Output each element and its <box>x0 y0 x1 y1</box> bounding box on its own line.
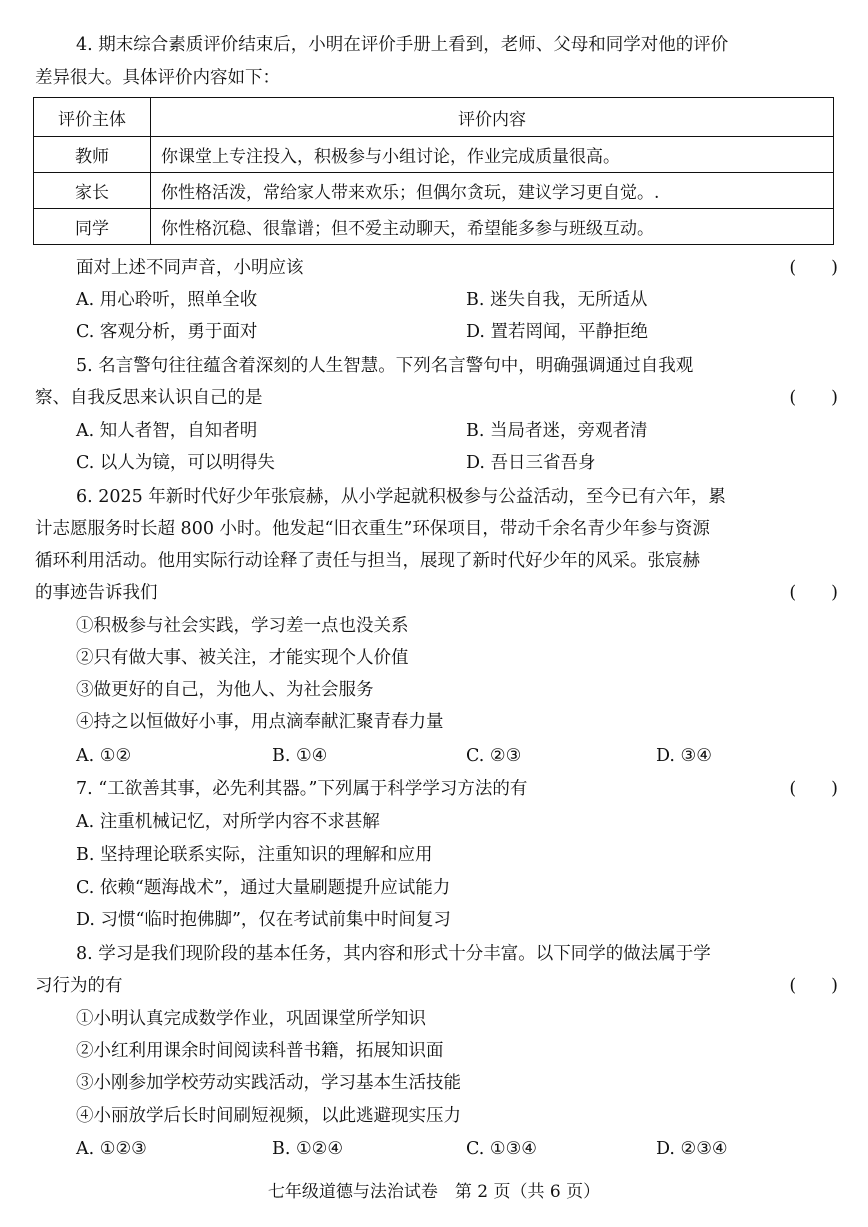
q5-option-a: A. 知人者智，自知者明 <box>76 421 258 441</box>
q4-option-d: D. 置若罔闻，平静拒绝 <box>466 322 649 342</box>
q6-stem-line4: 的事迹告诉我们 <box>35 583 158 603</box>
q6-stem-line3: 循环利用活动。他用实际行动诠释了责任与担当，展现了新时代好少年的风采。张宸赫 <box>35 551 700 571</box>
table-cell-subject: 家长 <box>34 173 151 209</box>
q8-option-d: D. ②③④ <box>656 1139 728 1159</box>
q8-item-3: ③小刚参加学校劳动实践活动，学习基本生活技能 <box>76 1073 461 1093</box>
q5-option-b: B. 当局者迷，旁观者清 <box>466 421 648 441</box>
table-cell-content: 你性格沉稳、很靠谱；但不爱主动聊天，希望能多参与班级互动。 <box>151 209 834 245</box>
evaluation-table <box>33 97 834 245</box>
table-row <box>34 173 834 209</box>
q7-answer-bracket: ( ) <box>789 779 838 799</box>
q6-option-c: C. ②③ <box>466 746 522 766</box>
table-row <box>34 137 834 173</box>
q4-stem-line1: 4. 期末综合素质评价结束后，小明在评价手册上看到，老师、父母和同学对他的评价 <box>76 35 729 55</box>
q6-item-2: ②只有做大事、被关注，才能实现个人价值 <box>76 648 409 668</box>
q6-stem-line1: 6. 2025 年新时代好少年张宸赫，从小学起就积极参与公益活动，至今已有六年，累 <box>76 487 726 507</box>
q8-option-a: A. ①②③ <box>76 1139 147 1159</box>
q8-option-c: C. ①③④ <box>466 1139 537 1159</box>
q7-option-d: D. 习惯“临时抱佛脚”，仅在考试前集中时间复习 <box>76 910 451 930</box>
q6-option-d: D. ③④ <box>656 746 712 766</box>
q4-question: 面对上述不同声音，小明应该 <box>76 258 304 278</box>
q6-answer-bracket: ( ) <box>789 583 838 603</box>
table-cell-subject: 同学 <box>34 209 151 245</box>
q7-option-b: B. 坚持理论联系实际，注重知识的理解和应用 <box>76 845 433 865</box>
table-header-content: 评价内容 <box>151 98 834 137</box>
q5-option-d: D. 吾日三省吾身 <box>466 453 596 473</box>
q8-stem-line2: 习行为的有 <box>35 976 123 996</box>
q6-item-1: ①积极参与社会实践，学习差一点也没关系 <box>76 616 409 636</box>
q6-stem-line2: 计志愿服务时长超 800 小时。他发起“旧衣重生”环保项目，带动千余名青少年参与资源 <box>35 519 710 539</box>
q4-answer-bracket: ( ) <box>789 258 838 278</box>
q8-stem-line1: 8. 学习是我们现阶段的基本任务，其内容和形式十分丰富。以下同学的做法属于学 <box>76 944 711 964</box>
table-header-subject: 评价主体 <box>34 98 151 137</box>
table-header-row <box>34 98 834 137</box>
q8-item-4: ④小丽放学后长时间刷短视频，以此逃避现实压力 <box>76 1106 461 1126</box>
q8-item-2: ②小红利用课余时间阅读科普书籍，拓展知识面 <box>76 1041 444 1061</box>
table-cell-subject: 教师 <box>34 137 151 173</box>
q7-stem: 7. “工欲善其事，必先利其器。”下列属于科学学习方法的有 <box>76 779 528 799</box>
q4-option-b: B. 迷失自我，无所适从 <box>466 290 648 310</box>
q4-stem-line2: 差异很大。具体评价内容如下： <box>35 68 280 88</box>
q6-item-4: ④持之以恒做好小事，用点滴奉献汇聚青春力量 <box>76 712 444 732</box>
q6-option-a: A. ①② <box>76 746 132 766</box>
q6-option-b: B. ①④ <box>272 746 328 766</box>
q4-option-c: C. 客观分析，勇于面对 <box>76 322 258 342</box>
q6-item-3: ③做更好的自己，为他人、为社会服务 <box>76 680 374 700</box>
table-cell-content: 你性格活泼，常给家人带来欢乐；但偶尔贪玩，建议学习更自觉。. <box>151 173 834 209</box>
q8-answer-bracket: ( ) <box>789 976 838 996</box>
q8-option-b: B. ①②④ <box>272 1139 344 1159</box>
q8-item-1: ①小明认真完成数学作业，巩固课堂所学知识 <box>76 1009 426 1029</box>
q7-option-c: C. 依赖“题海战术”，通过大量刷题提升应试能力 <box>76 878 451 898</box>
q5-answer-bracket: ( ) <box>789 388 838 408</box>
q5-option-c: C. 以人为镜，可以明得失 <box>76 453 275 473</box>
q5-stem-line2: 察、自我反思来认识自己的是 <box>35 388 263 408</box>
page-footer: 七年级道德与法治试卷 第 2 页（共 6 页） <box>267 1182 601 1202</box>
table-row <box>34 209 834 245</box>
q7-option-a: A. 注重机械记忆，对所学内容不求甚解 <box>76 812 380 832</box>
q5-stem-line1: 5. 名言警句往往蕴含着深刻的人生智慧。下列名言警句中，明确强调通过自我观 <box>76 356 694 376</box>
table-cell-content: 你课堂上专注投入，积极参与小组讨论，作业完成质量很高。 <box>151 137 834 173</box>
q4-option-a: A. 用心聆听，照单全收 <box>76 290 258 310</box>
